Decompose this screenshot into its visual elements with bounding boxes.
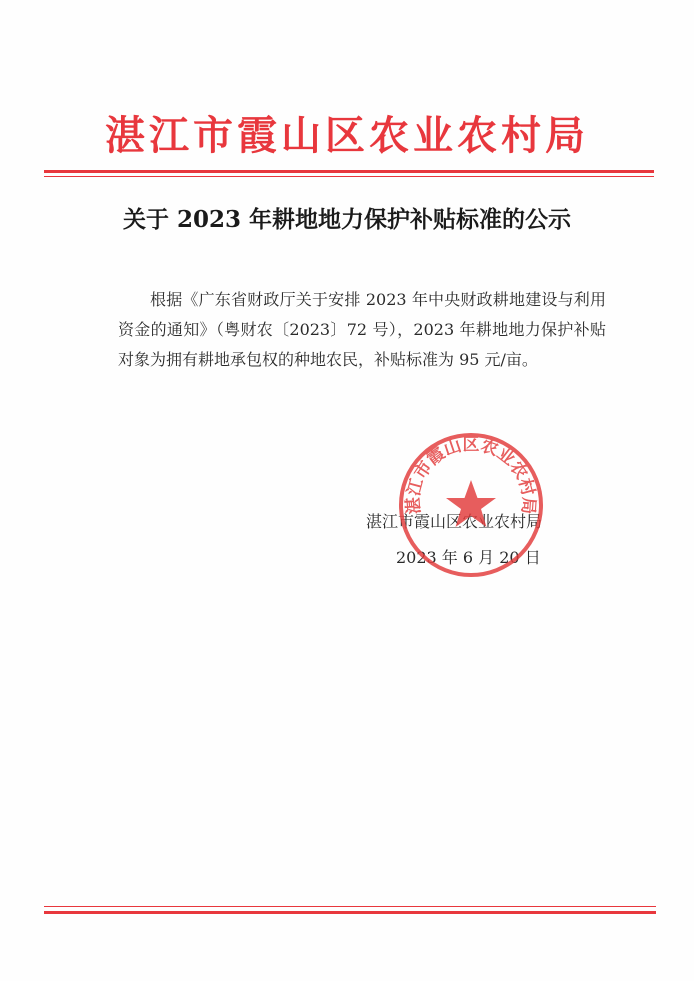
signature-issuer: 湛江市霞山区农业农村局 [366, 512, 543, 531]
document-body: 根据《广东省财政厅关于安排 2023 年中央财政耕地建设与利用资金的通知》（粤财农〔2023〕72 号），2023 年耕地地力保护补贴对象为拥有耕地承包权的种地农民，补贴标准为 95 元/亩。 [118, 290, 606, 369]
header-rule-thick [44, 170, 654, 173]
svg-text:湛江市霞山区农业农村局: 湛江市霞山区农业农村局 [403, 434, 539, 515]
footer-rule-thin [44, 906, 656, 907]
document-title: 关于 2023 年耕地地力保护补贴标准的公示 [122, 206, 572, 233]
organization-header: 湛江市霞山区农业农村局 [105, 112, 589, 159]
header-rule-thin [44, 176, 654, 177]
seal-star-icon [446, 480, 496, 527]
signature-date: 2023 年 6 月 20 日 [396, 548, 541, 567]
official-seal-icon [398, 432, 544, 578]
footer-rule-thick [44, 911, 656, 914]
